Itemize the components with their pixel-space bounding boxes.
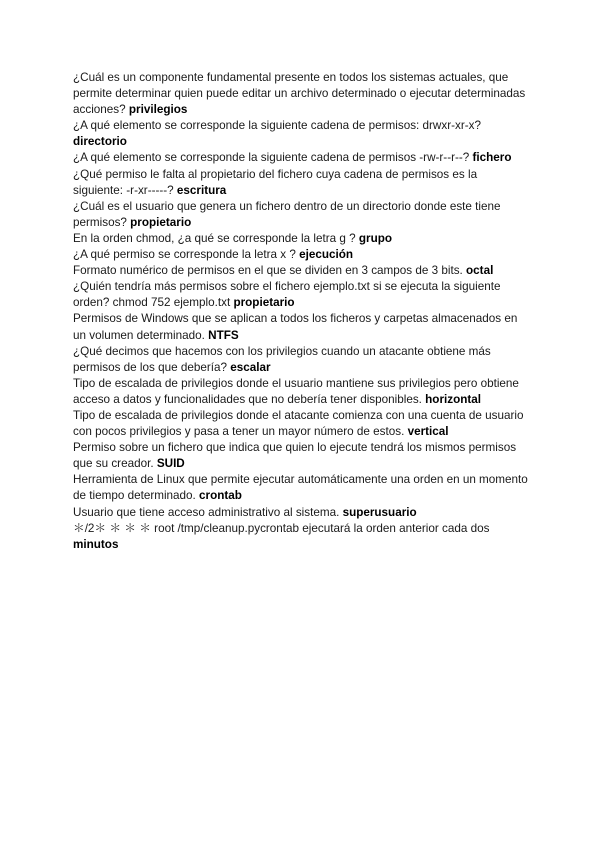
question-text: ¿A qué permiso se corresponde la letra x ? bbox=[73, 248, 296, 262]
qa-item-3 bbox=[73, 150, 529, 166]
answer-text: propietario bbox=[233, 296, 295, 310]
question-text: ¿Cuál es un componente fundamental presente en todos los sistemas actuales, que permite determinar quien puede editar un archivo determinado o ejecutar determinadas acciones? bbox=[73, 71, 526, 117]
answer-text: fichero bbox=[472, 151, 512, 165]
qa-item-9 bbox=[73, 279, 529, 311]
answer-text: directorio bbox=[73, 135, 127, 149]
qa-item-5 bbox=[73, 199, 529, 231]
question-text: Usuario que tiene acceso administrativo al sistema. bbox=[73, 505, 340, 519]
qa-item-4 bbox=[73, 167, 529, 199]
answer-text: SUID bbox=[156, 457, 185, 471]
question-text: ¿Qué decimos que hacemos con los privilegios cuando un atacante obtiene más permisos de los que debería? bbox=[73, 344, 491, 374]
qa-item-10 bbox=[73, 311, 529, 343]
qa-item-12 bbox=[73, 376, 529, 408]
qa-item-1 bbox=[73, 70, 529, 118]
answer-text: propietario bbox=[130, 215, 192, 229]
qa-item-15 bbox=[73, 472, 529, 504]
question-text: ¿A qué elemento se corresponde la siguiente cadena de permisos -rw-r--r--? bbox=[73, 151, 470, 165]
qa-item-6 bbox=[73, 231, 529, 247]
qa-item-11 bbox=[73, 344, 529, 376]
answer-text: minutos bbox=[73, 537, 119, 551]
qa-item-14 bbox=[73, 440, 529, 472]
answer-text: escalar bbox=[230, 360, 271, 374]
question-text: ¿Qué permiso le falta al propietario del fichero cuya cadena de permisos es la siguiente: -r-xr-----? bbox=[73, 167, 478, 197]
qa-item-17 bbox=[73, 521, 529, 553]
question-text: Tipo de escalada de privilegios donde el usuario mantiene sus privilegios pero obtiene acceso a datos y funcionalidades que no debería tener disponibles. bbox=[73, 376, 519, 406]
question-text: ¿A qué elemento se corresponde la siguiente cadena de permisos: drwxr-xr-x? bbox=[73, 119, 481, 133]
qa-item-8 bbox=[73, 263, 529, 279]
answer-text: superusuario bbox=[342, 505, 417, 519]
answer-text: octal bbox=[466, 264, 494, 278]
answer-text: privilegios bbox=[128, 103, 188, 117]
answer-text: crontab bbox=[199, 489, 242, 503]
question-text: ¿Cuál es el usuario que genera un fichero dentro de un directorio donde este tiene permisos? bbox=[73, 199, 501, 229]
question-text: Herramienta de Linux que permite ejecutar automáticamente una orden en un momento de tiempo determinado. bbox=[73, 473, 528, 503]
answer-text: NTFS bbox=[208, 328, 239, 342]
answer-text: vertical bbox=[407, 425, 449, 439]
question-text: ＊/2＊ ＊ ＊ ＊ root /tmp/cleanup.pycrontab ejecutará la orden anterior cada dos bbox=[73, 521, 490, 535]
answer-text: escritura bbox=[176, 183, 227, 197]
question-text: Tipo de escalada de privilegios donde el atacante comienza con una cuenta de usuario con pocos privilegios y pasa a tener un mayor número de estos. bbox=[73, 408, 524, 439]
answer-text: ejecución bbox=[299, 248, 353, 262]
qa-item-2 bbox=[73, 118, 529, 150]
question-text: Permisos de Windows que se aplican a todos los ficheros y carpetas almacenados en un volumen determinado. bbox=[73, 312, 518, 342]
document-body bbox=[73, 70, 529, 553]
qa-item-7 bbox=[73, 247, 529, 263]
answer-text: horizontal bbox=[425, 392, 482, 406]
question-text: ¿Quién tendría más permisos sobre el fichero ejemplo.txt si se ejecuta la siguiente orden? chmod 752 ejemplo.txt bbox=[73, 280, 501, 310]
question-text: Formato numérico de permisos en el que se dividen en 3 campos de 3 bits. bbox=[73, 264, 463, 278]
question-text: Permiso sobre un fichero que indica que quien lo ejecute tendrá los mismos permisos que su creador. bbox=[73, 441, 517, 471]
qa-item-13 bbox=[73, 408, 529, 440]
qa-item-16 bbox=[73, 505, 529, 521]
answer-text: grupo bbox=[358, 231, 392, 245]
question-text: En la orden chmod, ¿a qué se corresponde la letra g ? bbox=[73, 231, 356, 245]
